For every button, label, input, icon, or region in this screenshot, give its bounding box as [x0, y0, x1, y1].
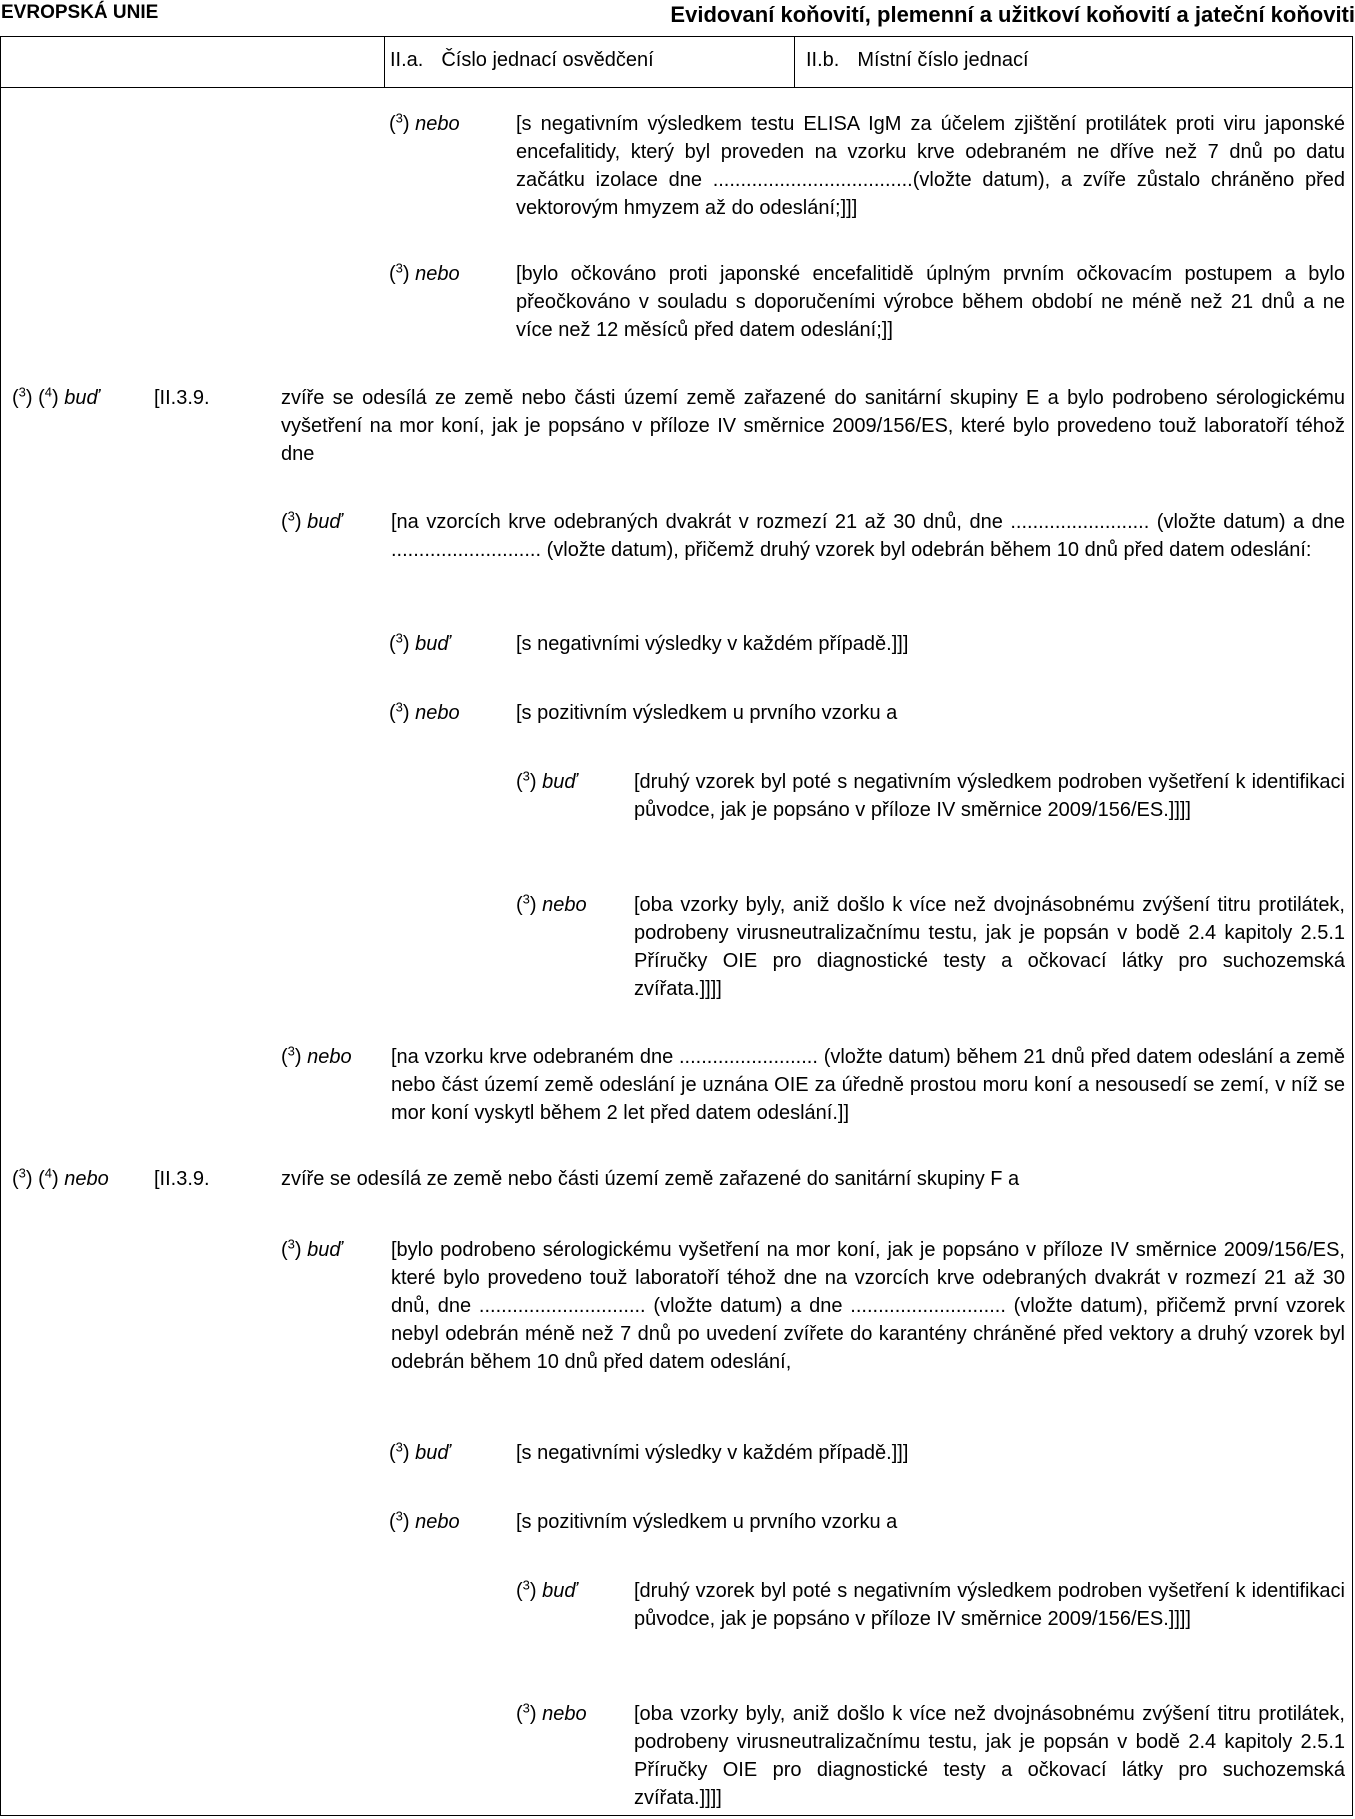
- paragraph-group-f: zvíře se odesílá ze země nebo části území země zařazené do sanitární skupiny F a: [281, 1168, 1020, 1190]
- column-divider-a: [384, 37, 385, 87]
- option-marker-nebo: ($^3$) nebo: [389, 699, 460, 724]
- paragraph-virus-neutralisation: [oba vzorky byly, aniž došlo k více než dvojnásobnému zvýšení titru protilátek, podrobeny virusneutralizačnímu testu, jak je popsán v bodě 2.4 kapitoly 2.5.1 Příručky OIE pro diagnostické testy a očkovací látky pro suchozemská zvířata.]]]]: [634, 1703, 1345, 1809]
- paragraph-virus-neutralisation: [oba vzorky byly, aniž došlo k více než dvojnásobnému zvýšení titru protilátek, podrobeny virusneutralizačnímu testu, jak je popsán v bodě 2.4 kapitoly 2.5.1 Příručky OIE pro diagnostické testy a očkovací látky pro suchozemská zvířata.]]]]: [634, 894, 1345, 1000]
- option-marker-bud: ($^3$) buď: [516, 1577, 577, 1602]
- option-marker-bud: ($^3$) buď: [281, 508, 342, 533]
- header-left: EVROPSKÁ UNIE: [1, 2, 159, 23]
- paragraph-second-sample: [druhý vzorek byl poté s negativním výsledkem podroben vyšetření k identifikaci původce, jak je popsáno v příloze IV směrnice 2009/156/ES.]]]]: [634, 1580, 1345, 1630]
- paragraph-elisa: [s negativním výsledkem testu ELISA IgM za účelem zjištění protilátek proti viru japonské encefalitidy, který byl proveden na vzorku krve odebraném ne dříve než 7 dnů po datu začátku izolace dne ....................................(vložte datum), a zvíře zůstalo chráněno před vektorovým hmyzem až do odeslání;]]]: [516, 113, 1345, 219]
- option-marker-nebo: ($^3$) nebo: [516, 891, 587, 916]
- reference-ii-3-9: [II.3.9.: [154, 387, 210, 409]
- option-marker-nebo: ($^3$) nebo: [516, 1700, 587, 1725]
- option-marker-bud: ($^3$) buď: [281, 1236, 342, 1261]
- option-marker-nebo: ($^3$) nebo: [389, 110, 460, 135]
- option-marker-bud: ($^3$) buď: [516, 768, 577, 793]
- paragraph-positive-first: [s pozitivním výsledkem u prvního vzorku a: [516, 702, 898, 724]
- column-divider-b: [794, 37, 795, 87]
- paragraph-negative-results: [s negativními výsledky v každém případě.]]]: [516, 633, 909, 655]
- paragraph-second-sample: [druhý vzorek byl poté s negativním výsledkem podroben vyšetření k identifikaci původce, jak je popsáno v příloze IV směrnice 2009/156/ES.]]]]: [634, 771, 1345, 821]
- certificate-number-cell: II.a. Číslo jednací osvědčení: [390, 49, 654, 71]
- header-divider: [1, 87, 1352, 88]
- paragraph-serological-f: [bylo podrobeno sérologickému vyšetření na mor koní, jak je popsáno v příloze IV směrnice 2009/156/ES, které bylo provedeno touž laboratoří téhož dne na vzorcích krve odebraných dvakrát v rozmezí 21 až 30 dnů, dne .............................. (vložte datum) a dne ............................ (vložte datum), přičemž první vzorek nebyl odebrán méně než 7 dnů po uvedení zvířete do karantény chráněné před vektory a druhý vzorek byl odebrán během 10 dnů před datem odeslání,: [391, 1239, 1345, 1373]
- paragraph-two-samples: [na vzorcích krve odebraných dvakrát v rozmezí 21 až 30 dnů, dne ......................... (vložte datum) a dne ........................... (vložte datum), přičemž druhý vzorek byl odebrán během 10 dnů před datem odeslání:: [391, 511, 1345, 561]
- option-marker-nebo: ($^3$) nebo: [389, 1508, 460, 1533]
- paragraph-vaccination: [bylo očkováno proti japonské encefalitidě úplným prvním očkovacím postupem a bylo přeočkováno v souladu s doporučeními výrobce během období ne méně než 21 dnů a ne více než 12 měsíců před datem odeslání;]]: [516, 263, 1345, 341]
- local-number-cell: II.b. Místní číslo jednací: [806, 49, 1029, 71]
- option-marker-nebo: ($^3$) nebo: [389, 260, 460, 285]
- option-marker-nebo: ($^3$) ($^4$) nebo: [12, 1165, 109, 1190]
- paragraph-negative-results: [s negativními výsledky v každém případě.]]]: [516, 1442, 909, 1464]
- option-marker-bud: ($^3$) ($^4$) buď: [12, 384, 99, 409]
- option-marker-bud: ($^3$) buď: [389, 1439, 450, 1464]
- reference-ii-3-9: [II.3.9.: [154, 1168, 210, 1190]
- option-marker-bud: ($^3$) buď: [389, 630, 450, 655]
- paragraph-single-sample: [na vzorku krve odebraném dne ......................... (vložte datum) během 21 dnů před datem odeslání a země nebo část území země odeslání je uznána OIE za úředně prostou moru koní a nesousedí se zemí, v níž se mor koní vyskytl během 2 let před datem odeslání.]]: [391, 1046, 1345, 1124]
- option-marker-nebo: ($^3$) nebo: [281, 1043, 352, 1068]
- header-right: Evidovaní koňovití, plemenní a užitkoví koňovití a jateční koňoviti: [670, 2, 1355, 27]
- paragraph-group-e: zvíře se odesílá ze země nebo části území země zařazené do sanitární skupiny E a bylo podrobeno sérologickému vyšetření na mor koní, jak je popsáno v příloze IV směrnice 2009/156/ES, které bylo provedeno touž laboratoří téhož dne: [281, 387, 1345, 465]
- paragraph-positive-first: [s pozitivním výsledkem u prvního vzorku a: [516, 1511, 898, 1533]
